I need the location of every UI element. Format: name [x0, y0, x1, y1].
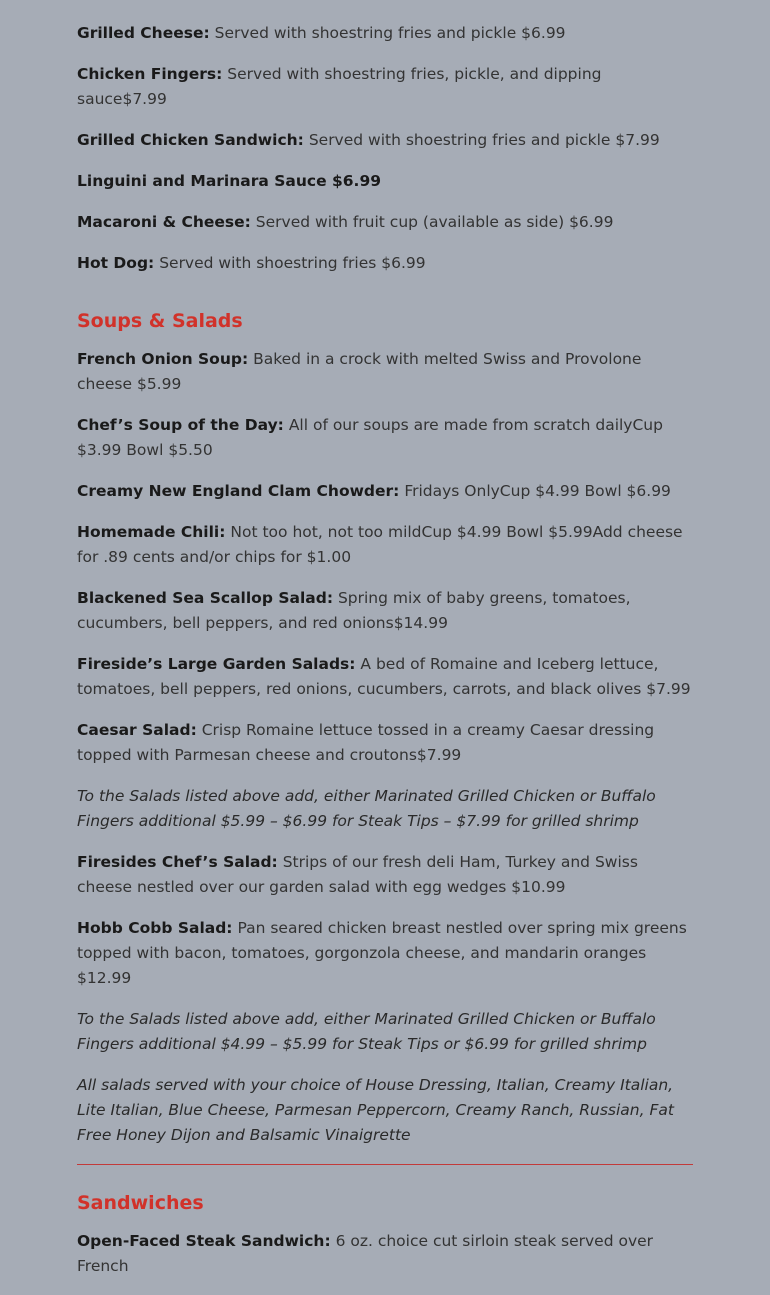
menu-item-mac-cheese	[77, 210, 693, 235]
menu-item-grilled-chicken-sandwich	[77, 128, 693, 153]
item-name: Homemade Chili:	[77, 523, 226, 541]
item-name: Hobb Cobb Salad:	[77, 919, 233, 937]
menu-item-grilled-cheese	[77, 21, 693, 46]
item-desc: Not too hot, not too mildCup $4.99 Bowl $5.99Add cheese for .89 cents and/or chips for $1.00	[77, 523, 683, 566]
item-desc: Pan seared chicken breast nestled over spring mix greens topped with bacon, tomatoes, gorgonzola cheese, and mandarin oranges $12.99	[77, 919, 687, 987]
item-name: Chef’s Soup of the Day:	[77, 416, 284, 434]
menu-item-soup-of-day	[77, 413, 693, 463]
menu-item-steak-sandwich	[77, 1229, 693, 1279]
item-name: Chicken Fingers:	[77, 65, 223, 83]
menu-item-french-onion-soup	[77, 347, 693, 397]
item-desc: A bed of Romaine and Iceberg lettuce, tomatoes, bell peppers, red onions, cucumbers, carrots, and black olives $7.99	[77, 655, 691, 698]
menu-item-chili	[77, 520, 693, 570]
item-name: French Onion Soup:	[77, 350, 249, 368]
item-name: Creamy New England Clam Chowder:	[77, 482, 400, 500]
item-desc: All of our soups are made from scratch dailyCup $3.99 Bowl $5.50	[77, 416, 663, 459]
item-desc: 6 oz. choice cut sirloin steak served over French	[77, 1232, 654, 1275]
item-desc: Crisp Romaine lettuce tossed in a creamy Caesar dressing topped with Parmesan cheese and croutons$7.99	[77, 721, 655, 764]
menu-content	[77, 0, 693, 1295]
menu-item-caesar-salad	[77, 718, 693, 768]
salad-addon-note: To the Salads listed above add, either Marinated Grilled Chicken or Buffalo Fingers additional $5.99 – $6.99 for Steak Tips – $7.99 for grilled shrimp	[77, 787, 656, 830]
item-desc: Served with shoestring fries and pickle $7.99	[308, 131, 660, 149]
item-desc: Served with shoestring fries $6.99	[159, 254, 426, 272]
item-name: Caesar Salad:	[77, 721, 197, 739]
item-name: Macaroni & Cheese:	[77, 213, 251, 231]
item-desc: Served with shoestring fries, pickle, and dipping sauce$7.99	[77, 65, 602, 108]
menu-item-hot-dog	[77, 251, 693, 276]
item-name: Linguini and Marinara Sauce $6.99	[77, 172, 382, 190]
menu-item-garden-salad	[77, 652, 693, 702]
menu-item-chicken-fingers	[77, 62, 693, 112]
menu-item-chefs-salad	[77, 850, 693, 900]
item-name: Grilled Cheese:	[77, 24, 210, 42]
menu-item-cobb-salad	[77, 916, 693, 991]
item-name: Fireside’s Large Garden Salads:	[77, 655, 356, 673]
dressing-note: All salads served with your choice of House Dressing, Italian, Creamy Italian, Lite Italian, Blue Cheese, Parmesan Peppercorn, Creamy Ranch, Russian, Fat Free Honey Dijon and Balsamic Vinaigrette	[77, 1076, 674, 1144]
menu-item-scallop-salad	[77, 586, 693, 636]
item-name: Firesides Chef’s Salad:	[77, 853, 278, 871]
item-name: Grilled Chicken Sandwich:	[77, 131, 304, 149]
item-name: Open-Faced Steak Sandwich:	[77, 1232, 331, 1250]
menu-item-linguini	[77, 169, 693, 194]
item-desc: Strips of our fresh deli Ham, Turkey and Swiss cheese nestled over our garden salad with egg wedges $10.99	[77, 853, 638, 896]
item-name: Blackened Sea Scallop Salad:	[77, 589, 334, 607]
item-desc: Baked in a crock with melted Swiss and Provolone cheese $5.99	[77, 350, 642, 393]
item-desc: Spring mix of baby greens, tomatoes, cucumbers, bell peppers, and red onions$14.99	[77, 589, 631, 632]
section-divider	[77, 1164, 693, 1165]
item-name: Hot Dog:	[77, 254, 155, 272]
item-desc: Fridays OnlyCup $4.99 Bowl $6.99	[404, 482, 671, 500]
menu-item-clam-chowder	[77, 479, 693, 504]
cut-text	[77, 0, 693, 5]
salad-addon-note-2: To the Salads listed above add, either Marinated Grilled Chicken or Buffalo Fingers additional $4.99 – $5.99 for Steak Tips or $6.99 for grilled shrimp	[77, 1010, 656, 1053]
section-heading-soups-salads: Soups & Salads	[77, 310, 243, 332]
item-desc: Served with fruit cup (available as side) $6.99	[255, 213, 614, 231]
item-desc: Served with shoestring fries and pickle $6.99	[214, 24, 566, 42]
section-heading-sandwiches: Sandwiches	[77, 1192, 204, 1214]
